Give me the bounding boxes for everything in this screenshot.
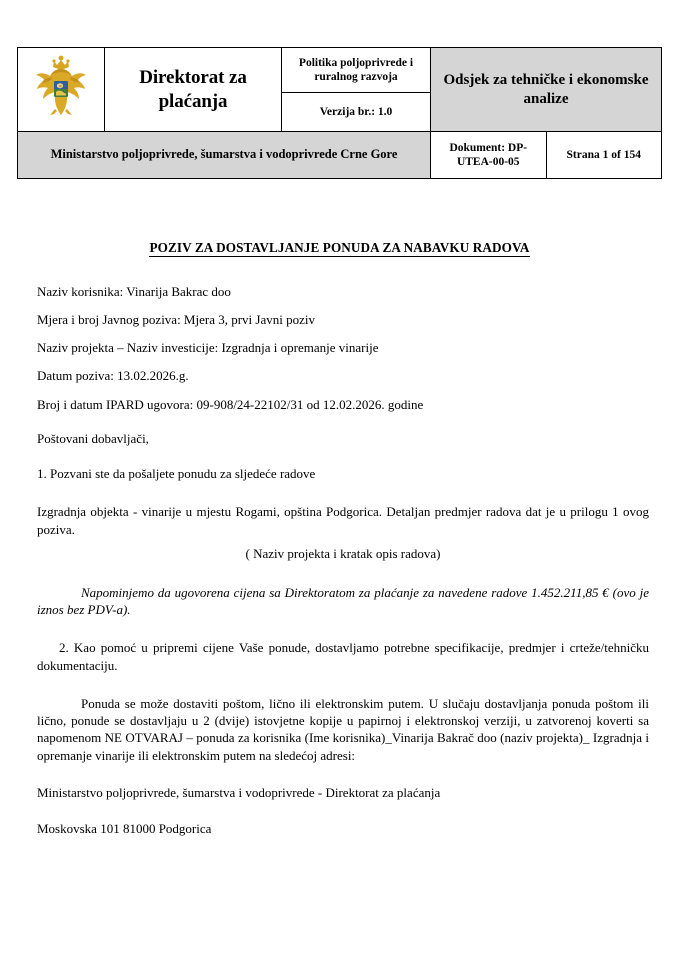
page-number-cell: Strana 1 of 154 (546, 132, 662, 179)
policy-cell: Politika poljoprivrede i ruralnog razvoja (282, 48, 431, 93)
item-1-line: 1. Pozvani ste da pošaljete ponudu za sljedeće radove (37, 466, 316, 482)
document-code-cell: Dokument: DP-UTEA-00-05 (431, 132, 547, 179)
ministry-cell: Ministarstvo poljoprivrede, šumarstva i vodoprivrede Crne Gore (18, 132, 431, 179)
header-row-bottom (18, 132, 662, 179)
page-title (0, 240, 679, 256)
item-2-paragraph: 2. Kao pomoć u pripremi cijene Vaše ponude, dostavljamo potrebne specifikacije, predmjer i crteže/tehničku dokumentaciju. (37, 640, 649, 673)
beneficiary-line: Naziv korisnika: Vinarija Bakrac doo (37, 284, 231, 299)
project-line: Naziv projekta – Naziv investicije: Izgradnja i opremanje vinarije (37, 340, 379, 356)
version-cell: Verzija br.: 1.0 (282, 93, 431, 132)
coat-of-arms-icon (30, 53, 92, 127)
works-caption: ( Naziv projekta i kratak opis radova) (245, 545, 441, 561)
contract-line: Broj i datum IPARD ugovora: 09-908/24-22102/31 od 12.02.2026. godine (37, 396, 424, 412)
salutation-line: Poštovani dobavljači, (37, 431, 149, 447)
measure-line: Mjera i broj Javnog poziva: Mjera 3, prvi Javni poziv (37, 312, 315, 328)
department-cell: Odsjek za tehničke i ekonomske analize (431, 48, 662, 132)
page-title-text: POZIV ZA DOSTAVLJANJE PONUDA ZA NABAVKU RADOVA (149, 240, 530, 255)
document-body (37, 285, 649, 837)
works-description: Izgradnja objekta - vinarije u mjestu Rogami, opština Podgorica. Detaljan predmjer radova dat je u prilogu 1 ovog poziva. (37, 504, 649, 537)
document-header-table (17, 47, 662, 179)
emblem-cell (18, 48, 105, 132)
submission-paragraph: Ponuda se može dostaviti poštom, lično ili elektronskim putem. U slučaju dostavljanja ponuda poštom ili lično, ponude se dostavljaju u 2 (dvije) istovjetne kopije u papirnoj i elektronskoj verziji, u zatvorenoj koverti sa napomenom NE OTVARAJ – ponuda za korisnika (Ime korisnika)_Vinarija Bakrač doo (naziv projekta)_ Izgradnja i opremanje vinarije ili elektronskim putem na sledećoj adresi: (37, 695, 649, 763)
address-street: Moskovska 101 81000 Podgorica (37, 820, 212, 836)
header-row-top (18, 48, 662, 93)
price-note: Napominjemo da ugovorena cijena sa Direktoratom za plaćanje za navedene radove 1.452.211,85 € (ovo je iznos bez PDV-a). (37, 584, 649, 618)
date-line: Datum poziva: 13.02.2026.g. (37, 368, 189, 384)
address-organisation: Ministarstvo poljoprivrede, šumarstva i vodoprivrede - Direktorat za plaćanja (37, 785, 441, 801)
directorate-title-cell: Direktorat za plaćanja (105, 48, 282, 132)
